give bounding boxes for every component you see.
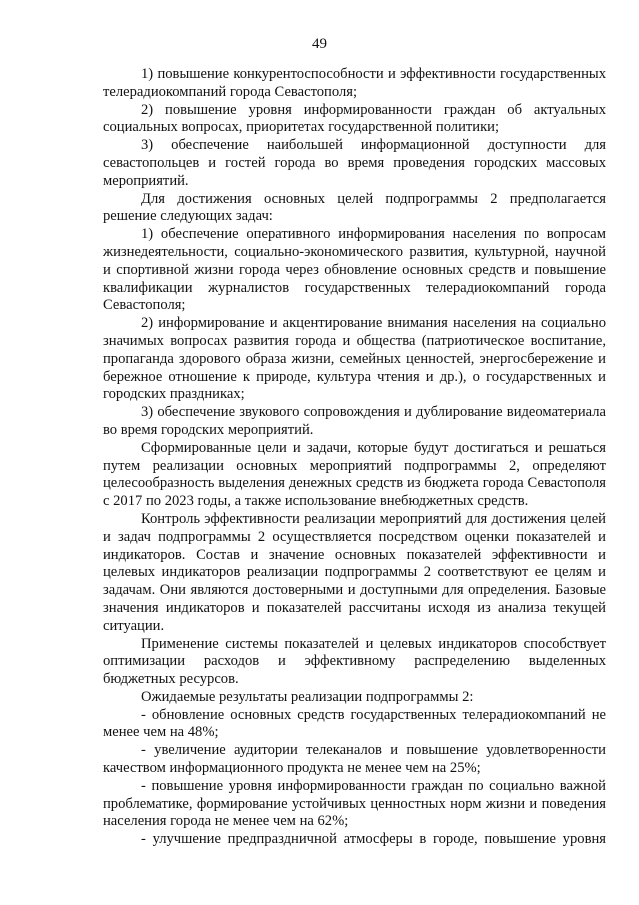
- task-3-paragraph: 3) обеспечение звукового сопровождения и дублирование видеоматериала во время городских мероприятий.: [103, 404, 606, 438]
- task-2-paragraph: 2) информирование и акцентирование внимания населения на социально значимых вопросах развития города и общества (патриотическое воспитание, пропаганда здорового образа жизни, семейных ценностей, энергосбережение и бережное отношение к природе, культура чтения и др.), о государственных и городских праздниках;: [103, 315, 606, 403]
- result-item-4: - улучшение предпраздничной атмосферы в городе, повышение уровня: [141, 831, 606, 848]
- result-item-2: - увеличение аудитории телеканалов и повышение удовлетворенности качеством информационного продукта не менее чем на 25%;: [103, 742, 606, 777]
- goal-3-paragraph: 3) обеспечение наибольшей информационной доступности для севастопольцев и гостей города во время проведения городских массовых мероприятий.: [103, 137, 606, 189]
- result-item-1: - обновление основных средств государственных телерадиокомпаний не менее чем на 48%;: [103, 706, 606, 741]
- task-1-paragraph: 1) обеспечение оперативного информирования населения по вопросам жизнедеятельности, социально-экономического развития, культурной, научной и спортивной жизни города через обновление основных средств и повышение квалификации журналистов государственных телерадиокомпаний города Севастополя;: [103, 226, 606, 314]
- control-paragraph: Контроль эффективности реализации мероприятий для достижения целей и задач подпрограммы 2 осуществляется посредством оценки показателей и индикаторов. Состав и значение основных показателей эффективности и целевых индикаторов реализации подпрограммы 2 соответствуют ее целям и задачам. Они являются достоверными и доступными для определения. Базовые значения индикаторов и показателей рассчитаны исходя из анализа текущей ситуации.: [103, 510, 606, 634]
- goal-2-paragraph: 2) повышение уровня информированности граждан об актуальных социальных вопросах, приоритетах государственной политики;: [103, 101, 606, 136]
- indicators-usage-paragraph: Применение системы показателей и целевых индикаторов способствует оптимизации расходов и эффективному распределению выделенных бюджетных ресурсов.: [103, 635, 606, 688]
- goal-1-paragraph: 1) повышение конкурентоспособности и эффективности государственных телерадиокомпаний города Севастополя;: [103, 66, 606, 100]
- formed-goals-paragraph: Сформированные цели и задачи, которые будут достигаться и решаться путем реализации основных мероприятий подпрограммы 2, определяют целесообразность выделения денежных средств из бюджета города Севастополя с 2017 по 2023 годы, а также использование внебюджетных средств.: [103, 439, 606, 510]
- document-body: [103, 66, 606, 849]
- page-number: 49: [312, 36, 327, 52]
- tasks-intro-paragraph: Для достижения основных целей подпрограммы 2 предполагается решение следующих задач:: [103, 190, 606, 225]
- expected-results-heading: Ожидаемые результаты реализации подпрограммы 2:: [141, 688, 474, 705]
- result-item-3: - повышение уровня информированности граждан по социально важной проблематике, формирование устойчивых ценностных норм жизни и поведения населения города не менее чем на 62%;: [103, 777, 606, 830]
